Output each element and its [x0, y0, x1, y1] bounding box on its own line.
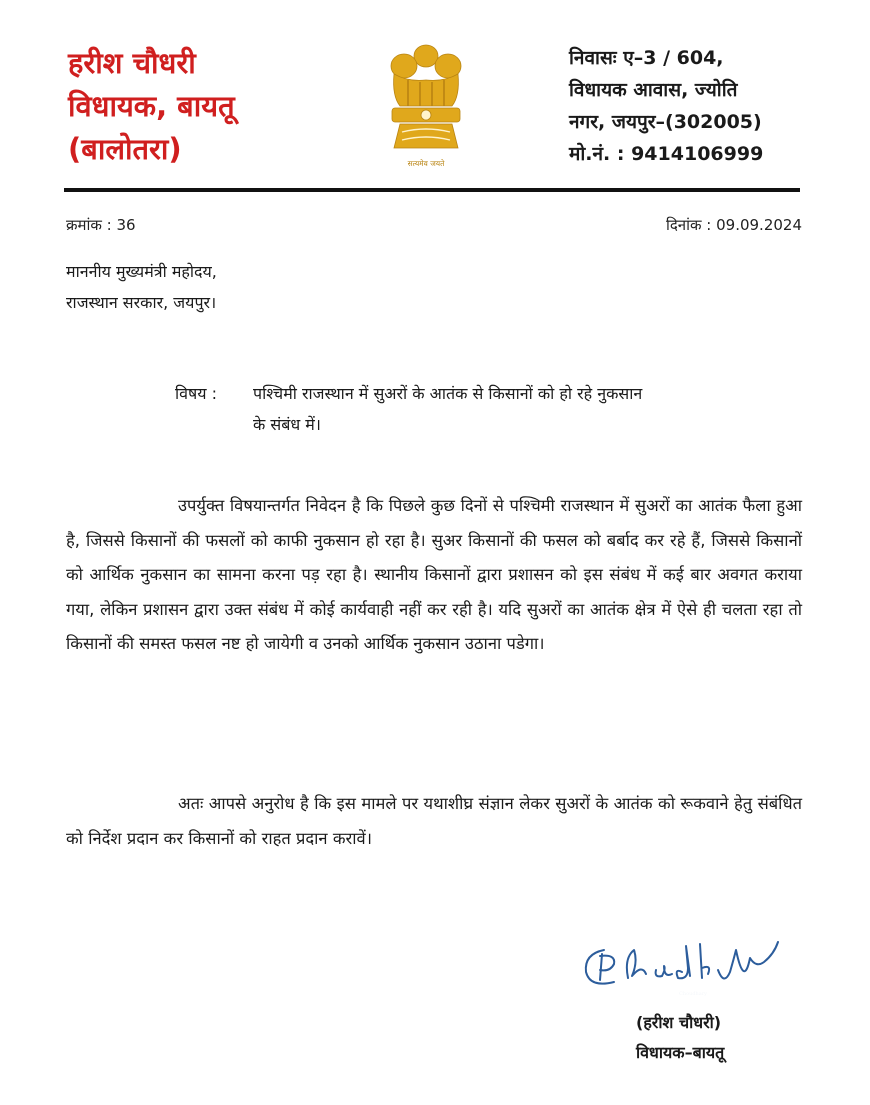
body-paragraph-1: उपर्युक्त विषयान्तर्गत निवेदन है कि पिछले कुछ दिनों से पश्चिमी राजस्थान में सुअरों का आतंक फैला हुआ है, जिससे किसानों की फसलों को काफी नुकसान हो रहा है। सुअर किसानों की फसल को बर्बाद कर रहे हैं, जिससे किसानों को आर्थिक नुकसान का सामना करना पड़ रहा है। स्थानीय किसानों द्वारा प्रशासन को इस संबंध में कई बार अवगत कराया गया, लेकिन प्रशासन द्वारा उक्त संबंध में कोई कार्यवाही नहीं कर रही है। यदि सुअरों का आतंक क्षेत्र में ऐसे ही चलता रहा तो किसानों की समस्त फसल नष्ट हो जायेगी व उनको आर्थिक नुकसान उठाना पडेगा। — [66, 496, 802, 653]
signatory — [636, 1008, 724, 1068]
addressee-line: माननीय मुख्यमंत्री महोदय, — [66, 262, 217, 281]
handwritten-signature — [578, 928, 808, 998]
body-paragraph-2: अतः आपसे अनुरोध है कि इस मामले पर यथाशीघ्र संज्ञान लेकर सुअरों के आतंक को रूकवाने हेतु संबंधित को निर्देश प्रदान कर किसानों को राहत प्रदान करावें। — [66, 794, 802, 848]
mla-district: (बालोतरा) — [68, 132, 182, 166]
signature-text: Choudhary — [679, 991, 707, 997]
letterhead-name-block — [68, 42, 235, 171]
subject-text-continued: के संबंध में। — [253, 415, 321, 434]
national-emblem-icon — [378, 40, 474, 172]
subject-label: विषय : — [175, 384, 218, 403]
mla-name: हरीश चौधरी — [68, 46, 196, 80]
address-line: नगर, जयपुर–(302005) — [569, 111, 762, 133]
mobile-number: मो.नं. : 9414106999 — [569, 143, 764, 165]
emblem-caption: सत्यमेव जयते — [407, 159, 445, 168]
addressee-line: राजस्थान सरकार, जयपुर। — [66, 293, 217, 312]
signatory-designation: विधायक–बायतू — [636, 1043, 725, 1062]
subject-text: पश्चिमी राजस्थान में सुअरों के आतंक से किसानों को हो रहे नुकसान — [253, 384, 643, 403]
subject — [175, 378, 800, 440]
letter-date: दिनांक : 09.09.2024 — [665, 216, 802, 234]
addressee — [66, 256, 217, 318]
address-line: विधायक आवास, ज्योति — [569, 79, 738, 101]
reference-number: क्रमांक : 36 — [66, 216, 136, 234]
address-line: निवासः ए–3 / 604, — [569, 47, 724, 69]
mla-designation: विधायक, बायतू — [68, 89, 235, 123]
signatory-name: (हरीश चौधरी) — [636, 1013, 722, 1032]
header-divider — [64, 188, 800, 192]
residence-address — [569, 42, 763, 170]
